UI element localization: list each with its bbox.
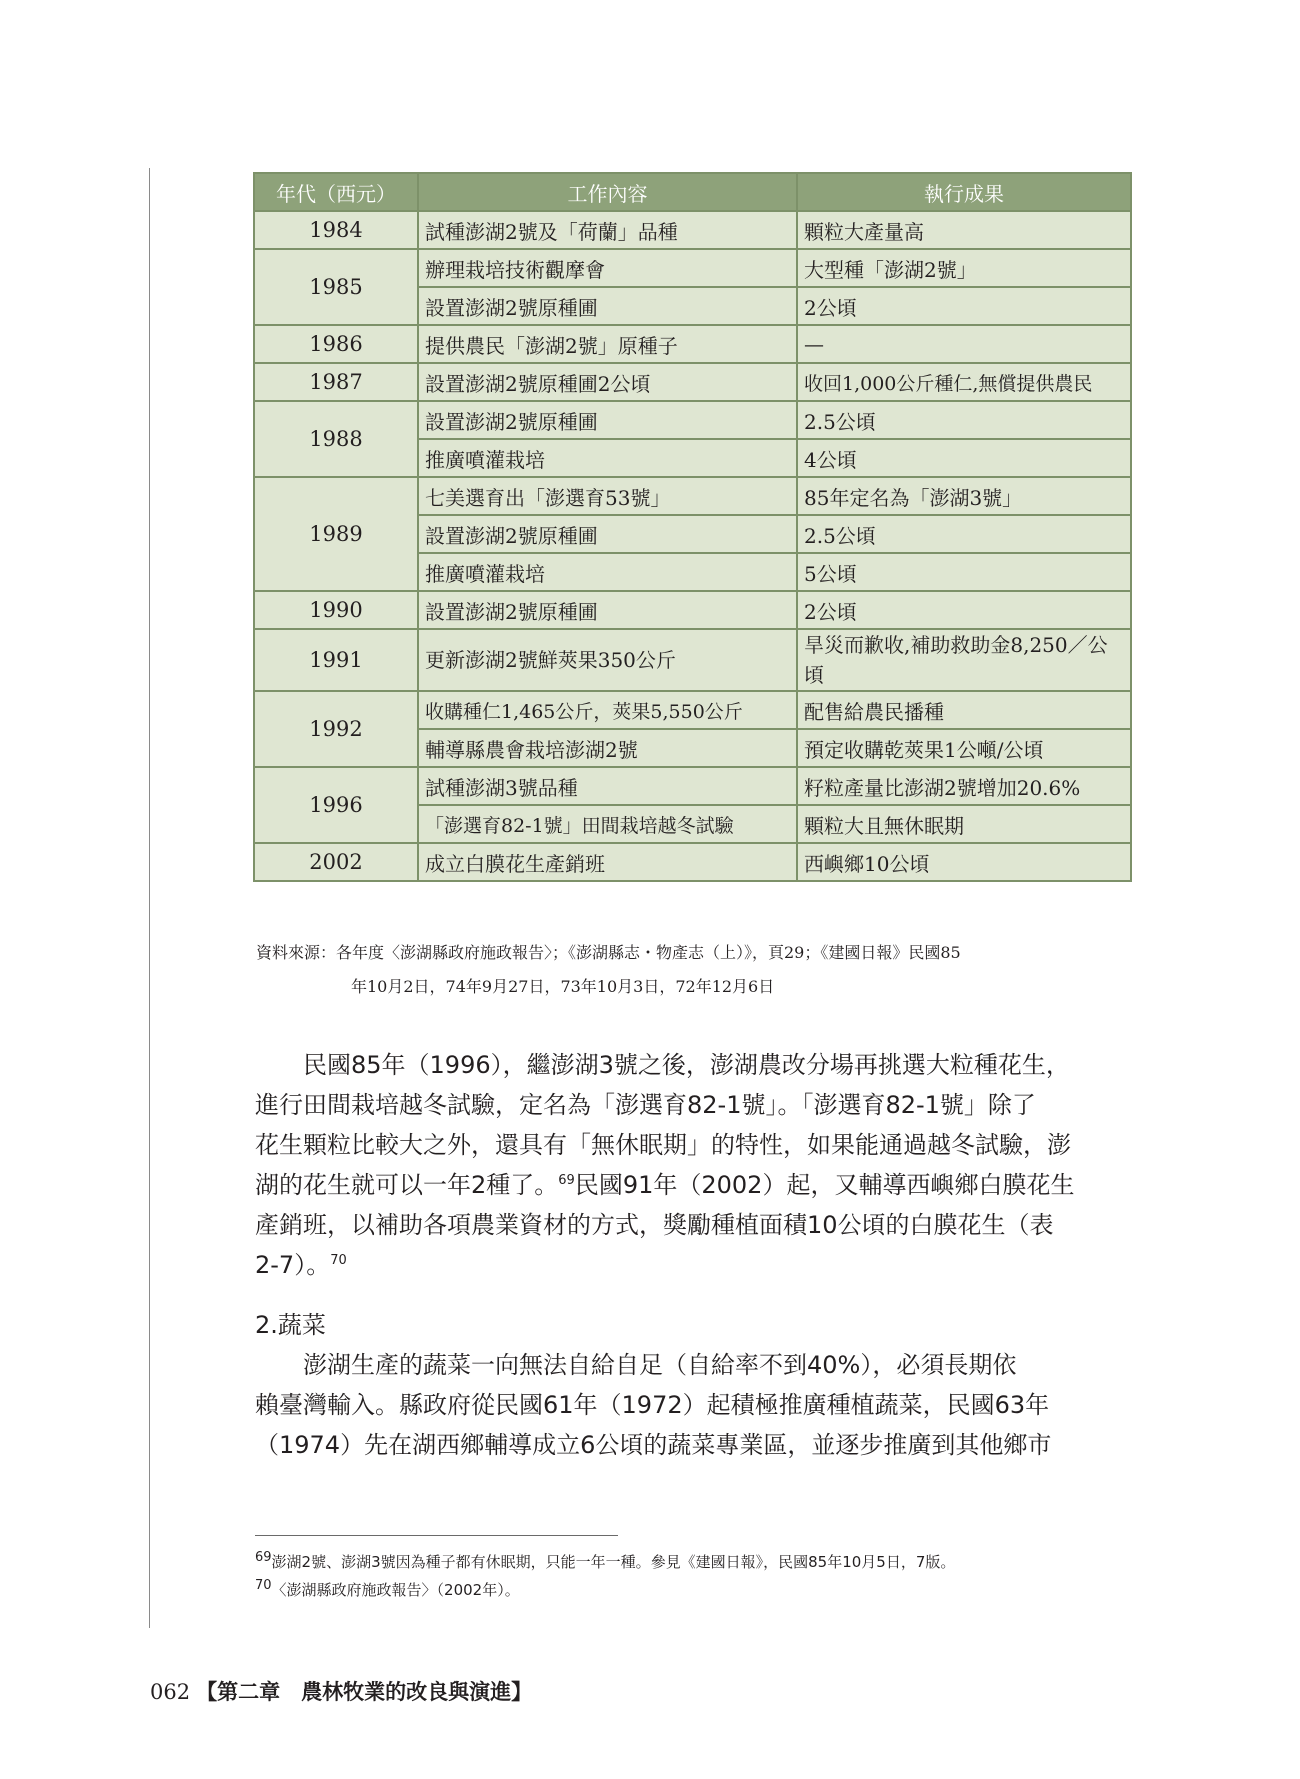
paragraph-line: （1974）先在湖西鄉輔導成立6公頃的蔬菜專業區，並逐步推廣到其他鄉市 xyxy=(255,1431,1052,1459)
page-number: 062 xyxy=(150,1680,191,1704)
result-cell: — xyxy=(797,325,1131,363)
table-header-row xyxy=(254,173,1131,211)
result-cell: 5公頃 xyxy=(797,553,1131,591)
year-cell: 1986 xyxy=(254,325,418,363)
footnote-divider xyxy=(255,1535,618,1536)
year-cell: 1989 xyxy=(254,477,418,591)
content-cell: 設置澎湖2號原種圃 xyxy=(418,515,797,553)
margin-rule xyxy=(149,168,150,1628)
source-line-2: 年10月2日，74年9月27日，73年10月3日，72年12月6日 xyxy=(351,977,775,996)
paragraph-line: 產銷班，以補助各項農業資材的方式，獎勵種植面積10公頃的白膜花生（表 xyxy=(255,1211,1054,1239)
year-cell: 1984 xyxy=(254,211,418,249)
paragraph-line: 進行田間栽培越冬試驗，定名為「澎選育82-1號」。「澎選育82-1號」除了 xyxy=(255,1091,1036,1119)
paragraph-line: 澎湖生產的蔬菜一向無法自給自足（自給率不到40%），必須長期依 xyxy=(255,1351,1017,1379)
result-cell: 大型種「澎湖2號」 xyxy=(797,249,1131,287)
footnote-text: 〈澎湖縣政府施政報告〉（2002年）。 xyxy=(271,1581,520,1599)
result-cell: 2公頃 xyxy=(797,287,1131,325)
footnote-number: 70 xyxy=(255,1578,272,1593)
content-cell: 設置澎湖2號原種圃 xyxy=(418,401,797,439)
content-cell: 設置澎湖2號原種圃 xyxy=(418,287,797,325)
footnote-ref-70[interactable]: 70 xyxy=(330,1253,347,1268)
footnote-69 xyxy=(255,1548,955,1576)
page-footer xyxy=(150,1676,532,1706)
paragraph-text: 湖的花生就可以一年2種了。 xyxy=(255,1171,559,1199)
content-cell: 推廣噴灌栽培 xyxy=(418,553,797,591)
header-content: 工作內容 xyxy=(418,173,797,211)
content-cell: 辦理栽培技術觀摩會 xyxy=(418,249,797,287)
paragraph-line xyxy=(255,1165,1131,1205)
content-cell: 七美選育出「澎選育53號」 xyxy=(418,477,797,515)
content-cell: 提供農民「澎湖2號」原種子 xyxy=(418,325,797,363)
result-cell: 籽粒產量比澎湖2號增加20.6% xyxy=(797,767,1131,805)
content-cell: 「澎選育82-1號」田間栽培越冬試驗 xyxy=(418,805,797,843)
result-cell: 4公頃 xyxy=(797,439,1131,477)
result-cell: 西嶼鄉10公頃 xyxy=(797,843,1131,881)
table-row xyxy=(254,477,1131,515)
content-cell: 輔導縣農會栽培澎湖2號 xyxy=(418,729,797,767)
year-cell: 1987 xyxy=(254,363,418,401)
data-table xyxy=(253,172,1132,882)
year-cell: 1985 xyxy=(254,249,418,325)
result-cell: 配售給農民播種 xyxy=(797,691,1131,729)
result-cell: 2公頃 xyxy=(797,591,1131,629)
paragraph-text: 2-7）。 xyxy=(255,1251,331,1279)
year-cell: 1996 xyxy=(254,767,418,843)
table-row xyxy=(254,691,1131,729)
year-cell: 1988 xyxy=(254,401,418,477)
year-cell: 2002 xyxy=(254,843,418,881)
table-row xyxy=(254,629,1131,691)
content-cell: 試種澎湖2號及「荷蘭」品種 xyxy=(418,211,797,249)
footnote-70 xyxy=(255,1576,955,1604)
result-cell: 2.5公頃 xyxy=(797,515,1131,553)
table-row xyxy=(254,325,1131,363)
paragraph-2 xyxy=(255,1345,1131,1465)
content-cell: 試種澎湖3號品種 xyxy=(418,767,797,805)
paragraph-1 xyxy=(255,1045,1131,1285)
result-cell: 顆粒大且無休眠期 xyxy=(797,805,1131,843)
footnote-text: 澎湖2號、澎湖3號因為種子都有休眠期，只能一年一種。參見《建國日報》，民國85年10月5日，7版。 xyxy=(271,1553,956,1571)
result-cell: 收回1,000公斤種仁,無償提供農民 xyxy=(797,363,1131,401)
content-cell: 設置澎湖2號原種圃2公頃 xyxy=(418,363,797,401)
section-heading: 2.蔬菜 xyxy=(255,1311,326,1339)
paragraph-line: 民國85年（1996），繼澎湖3號之後，澎湖農改分場再挑選大粒種花生， xyxy=(255,1051,1070,1079)
result-cell: 旱災而歉收,補助救助金8,250／公頃 xyxy=(797,629,1131,691)
content-cell: 更新澎湖2號鮮莢果350公斤 xyxy=(418,629,797,691)
footnote-number: 69 xyxy=(255,1550,272,1565)
result-cell: 預定收購乾莢果1公噸/公頃 xyxy=(797,729,1131,767)
content-cell: 設置澎湖2號原種圃 xyxy=(418,591,797,629)
result-cell: 85年定名為「澎湖3號」 xyxy=(797,477,1131,515)
source-line-1: 資料來源：各年度〈澎湖縣政府施政報告〉；《澎湖縣志・物產志（上）》，頁29；《建國日報》民國85 xyxy=(256,943,961,962)
table-row xyxy=(254,363,1131,401)
chapter-title: 【第二章 農林牧業的改良與演進】 xyxy=(196,1679,533,1704)
table-row xyxy=(254,211,1131,249)
paragraph-line: 賴臺灣輸入。縣政府從民國61年（1972）起積極推廣種植蔬菜，民國63年 xyxy=(255,1391,1050,1419)
year-cell: 1992 xyxy=(254,691,418,767)
table-row xyxy=(254,767,1131,805)
header-year: 年代（西元） xyxy=(254,173,418,211)
result-cell: 2.5公頃 xyxy=(797,401,1131,439)
table-row xyxy=(254,401,1131,439)
table-source-note xyxy=(256,936,1136,1004)
year-cell: 1991 xyxy=(254,629,418,691)
table-row xyxy=(254,249,1131,287)
content-cell: 收購種仁1,465公斤，莢果5,550公斤 xyxy=(418,691,797,729)
content-cell: 推廣噴灌栽培 xyxy=(418,439,797,477)
header-result: 執行成果 xyxy=(797,173,1131,211)
result-cell: 顆粒大產量高 xyxy=(797,211,1131,249)
table-row xyxy=(254,591,1131,629)
content-cell: 成立白膜花生產銷班 xyxy=(418,843,797,881)
table-row xyxy=(254,843,1131,881)
paragraph-line: 花生顆粒比較大之外，還具有「無休眠期」的特性，如果能通過越冬試驗，澎 xyxy=(255,1131,1071,1159)
paragraph-line xyxy=(255,1245,1131,1285)
paragraph-text: 民國91年（2002）起，又輔導西嶼鄉白膜花生 xyxy=(574,1171,1075,1199)
footnote-ref-69[interactable]: 69 xyxy=(558,1173,575,1188)
footnotes xyxy=(255,1548,955,1604)
year-cell: 1990 xyxy=(254,591,418,629)
